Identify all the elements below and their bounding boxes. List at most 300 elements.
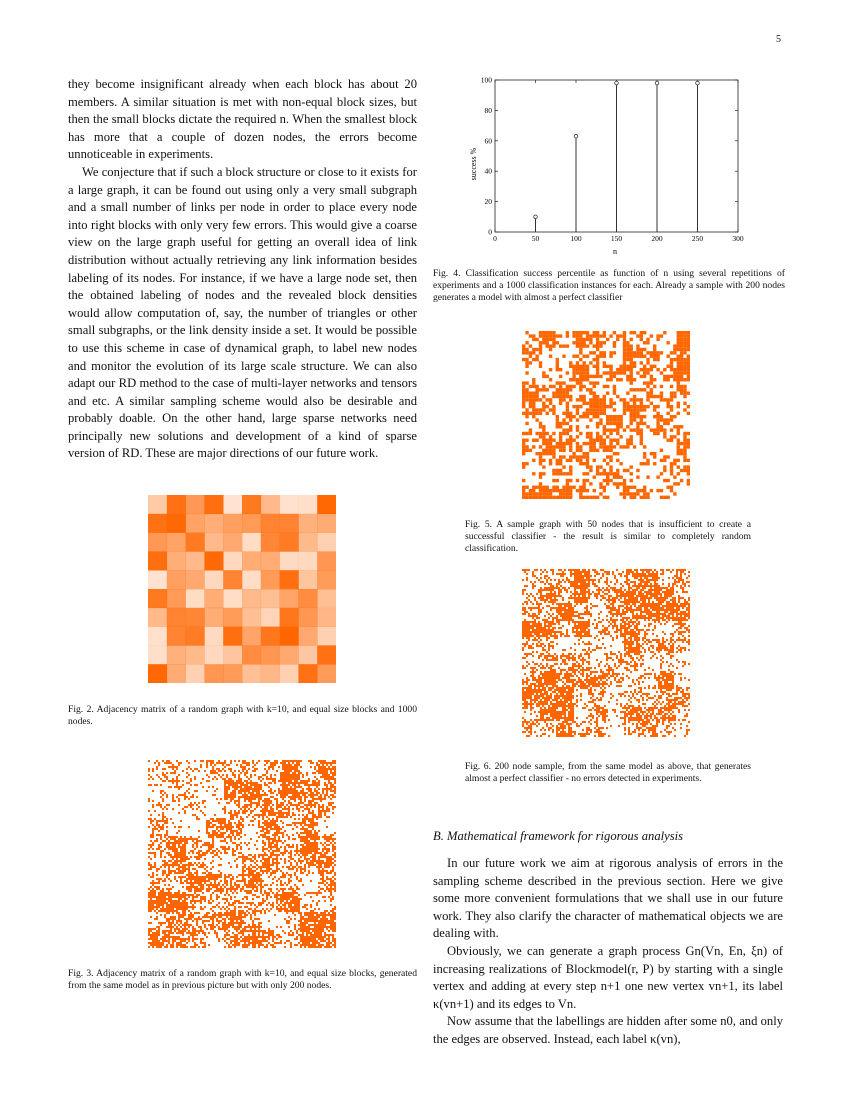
matrix-block (223, 608, 242, 627)
matrix-block (298, 645, 317, 664)
matrix-entry (326, 910, 328, 912)
matrix-entry (172, 858, 174, 860)
matrix-entry (238, 792, 240, 794)
matrix-entry (246, 816, 248, 818)
matrix-entry (198, 946, 200, 948)
matrix-entry (192, 852, 194, 854)
matrix-entry (258, 760, 260, 762)
matrix-entry (646, 371, 649, 374)
matrix-entry (176, 856, 178, 858)
matrix-entry (300, 836, 302, 838)
matrix-block (280, 645, 299, 664)
matrix-entry (222, 840, 224, 842)
matrix-entry (535, 398, 538, 401)
matrix-entry (234, 782, 236, 784)
matrix-entry (300, 798, 302, 800)
matrix-entry (314, 928, 316, 930)
matrix-entry (252, 792, 254, 794)
matrix-entry (290, 788, 292, 790)
matrix-entry (180, 838, 182, 840)
matrix-entry (176, 776, 178, 778)
matrix-entry (148, 906, 150, 908)
matrix-entry (240, 888, 242, 890)
matrix-entry (286, 812, 288, 814)
matrix-entry (312, 900, 314, 902)
matrix-entry (264, 774, 266, 776)
matrix-entry (208, 872, 210, 874)
matrix-entry (529, 402, 532, 405)
matrix-entry (312, 826, 314, 828)
matrix-entry (188, 894, 190, 896)
matrix-entry (218, 890, 220, 892)
matrix-entry (214, 882, 216, 884)
matrix-entry (270, 888, 272, 890)
matrix-entry (216, 762, 218, 764)
matrix-entry (308, 870, 310, 872)
matrix-entry (282, 826, 284, 828)
matrix-entry (298, 782, 300, 784)
matrix-entry (328, 944, 330, 946)
matrix-entry (242, 872, 244, 874)
matrix-entry (192, 796, 194, 798)
matrix-entry (280, 910, 282, 912)
matrix-entry (218, 940, 220, 942)
matrix-entry (216, 884, 218, 886)
matrix-entry (314, 838, 316, 840)
matrix-entry (270, 762, 272, 764)
matrix-entry (272, 804, 274, 806)
matrix-entry (302, 868, 304, 870)
matrix-entry (180, 932, 182, 934)
matrix-entry (156, 874, 158, 876)
matrix-entry (314, 822, 316, 824)
matrix-entry (224, 850, 226, 852)
matrix-entry (286, 898, 288, 900)
matrix-entry (160, 804, 162, 806)
matrix-entry (208, 874, 210, 876)
matrix-entry (220, 912, 222, 914)
matrix-entry (268, 838, 270, 840)
matrix-entry (272, 820, 274, 822)
matrix-entry (168, 908, 170, 910)
matrix-entry (190, 894, 192, 896)
matrix-entry (522, 402, 525, 405)
matrix-entry (623, 351, 626, 354)
matrix-entry (276, 802, 278, 804)
matrix-entry (288, 894, 290, 896)
matrix-entry (152, 904, 154, 906)
matrix-entry (298, 778, 300, 780)
matrix-entry (230, 918, 232, 920)
matrix-entry (294, 850, 296, 852)
matrix-entry (158, 904, 160, 906)
matrix-entry (218, 864, 220, 866)
matrix-entry (262, 850, 264, 852)
matrix-entry (276, 840, 278, 842)
matrix-block (148, 627, 167, 646)
matrix-entry (312, 860, 314, 862)
matrix-entry (248, 782, 250, 784)
matrix-entry (292, 762, 294, 764)
matrix-entry (646, 381, 649, 384)
matrix-entry (312, 834, 314, 836)
matrix-entry (298, 880, 300, 882)
matrix-entry (242, 854, 244, 856)
matrix-entry (258, 796, 260, 798)
matrix-entry (328, 912, 330, 914)
matrix-entry (176, 796, 178, 798)
matrix-entry (268, 862, 270, 864)
matrix-entry (150, 840, 152, 842)
matrix-entry (623, 331, 626, 334)
matrix-entry (549, 368, 552, 371)
matrix-entry (286, 792, 288, 794)
matrix-entry (276, 804, 278, 806)
matrix-entry (236, 938, 238, 940)
matrix-entry (254, 774, 256, 776)
matrix-entry (248, 882, 250, 884)
matrix-entry (168, 912, 170, 914)
matrix-entry (172, 870, 174, 872)
matrix-entry (276, 824, 278, 826)
matrix-entry (282, 896, 284, 898)
matrix-entry (258, 800, 260, 802)
matrix-entry (270, 822, 272, 824)
matrix-entry (304, 894, 306, 896)
matrix-entry (240, 906, 242, 908)
matrix-entry (304, 836, 306, 838)
matrix-entry (296, 904, 298, 906)
matrix-entry (282, 854, 284, 856)
matrix-entry (318, 862, 320, 864)
matrix-entry (164, 932, 166, 934)
matrix-entry (172, 886, 174, 888)
matrix-entry (298, 942, 300, 944)
matrix-entry (310, 846, 312, 848)
matrix-entry (314, 780, 316, 782)
matrix-entry (150, 846, 152, 848)
matrix-entry (206, 876, 208, 878)
matrix-entry (576, 378, 579, 381)
matrix-entry (188, 890, 190, 892)
matrix-entry (250, 930, 252, 932)
matrix-entry (332, 916, 334, 918)
matrix-block (242, 608, 261, 627)
matrix-entry (314, 924, 316, 926)
matrix-entry (200, 866, 202, 868)
matrix-entry (156, 828, 158, 830)
matrix-entry (569, 361, 572, 364)
matrix-entry (232, 922, 234, 924)
matrix-entry (156, 878, 158, 880)
matrix-entry (206, 780, 208, 782)
matrix-entry (248, 902, 250, 904)
matrix-entry (306, 824, 308, 826)
matrix-entry (180, 882, 182, 884)
matrix-entry (569, 398, 572, 401)
matrix-entry (282, 900, 284, 902)
matrix-entry (194, 886, 196, 888)
matrix-entry (290, 790, 292, 792)
matrix-entry (222, 928, 224, 930)
matrix-entry (210, 762, 212, 764)
matrix-entry (206, 828, 208, 830)
matrix-entry (264, 936, 266, 938)
matrix-entry (609, 402, 612, 405)
matrix-entry (188, 886, 190, 888)
matrix-entry (218, 830, 220, 832)
matrix-entry (152, 906, 154, 908)
matrix-block (317, 589, 336, 608)
matrix-entry (599, 408, 602, 411)
matrix-entry (290, 792, 292, 794)
matrix-entry (170, 854, 172, 856)
matrix-entry (268, 870, 270, 872)
matrix-entry (284, 852, 286, 854)
matrix-entry (579, 341, 582, 344)
matrix-entry (609, 378, 612, 381)
matrix-entry (324, 866, 326, 868)
matrix-entry (192, 840, 194, 842)
matrix-entry (272, 932, 274, 934)
matrix-entry (212, 900, 214, 902)
matrix-entry (306, 912, 308, 914)
matrix-entry (290, 856, 292, 858)
matrix-entry (206, 790, 208, 792)
matrix-entry (318, 858, 320, 860)
matrix-entry (216, 876, 218, 878)
matrix-entry (522, 351, 525, 354)
matrix-entry (330, 884, 332, 886)
matrix-entry (589, 391, 592, 394)
matrix-entry (216, 834, 218, 836)
matrix-entry (218, 822, 220, 824)
matrix-entry (260, 860, 262, 862)
matrix-entry (190, 880, 192, 882)
matrix-entry (148, 910, 150, 912)
matrix-block (167, 570, 186, 589)
matrix-entry (236, 812, 238, 814)
matrix-entry (168, 934, 170, 936)
matrix-entry (326, 886, 328, 888)
matrix-entry (158, 804, 160, 806)
matrix-entry (154, 864, 156, 866)
matrix-entry (172, 918, 174, 920)
matrix-entry (316, 762, 318, 764)
matrix-entry (296, 806, 298, 808)
matrix-entry (626, 358, 629, 361)
matrix-entry (312, 864, 314, 866)
matrix-entry (250, 886, 252, 888)
matrix-entry (304, 798, 306, 800)
matrix-entry (158, 868, 160, 870)
matrix-entry (670, 405, 673, 408)
matrix-entry (278, 890, 280, 892)
matrix-entry (294, 760, 296, 762)
matrix-entry (292, 900, 294, 902)
matrix-entry (206, 762, 208, 764)
matrix-entry (276, 834, 278, 836)
matrix-entry (310, 802, 312, 804)
matrix-entry (196, 922, 198, 924)
matrix-entry (312, 914, 314, 916)
matrix-entry (234, 792, 236, 794)
matrix-entry (308, 928, 310, 930)
matrix-entry (220, 852, 222, 854)
matrix-entry (326, 770, 328, 772)
matrix-entry (294, 822, 296, 824)
matrix-entry (230, 768, 232, 770)
matrix-entry (290, 946, 292, 948)
matrix-entry (322, 878, 324, 880)
matrix-entry (278, 790, 280, 792)
matrix-entry (266, 872, 268, 874)
matrix-entry (194, 760, 196, 762)
matrix-entry (174, 836, 176, 838)
matrix-entry (236, 942, 238, 944)
matrix-entry (306, 842, 308, 844)
matrix-entry (296, 786, 298, 788)
matrix-entry (244, 930, 246, 932)
matrix-entry (212, 926, 214, 928)
matrix-entry (200, 890, 202, 892)
matrix-entry (172, 912, 174, 914)
matrix-entry (633, 398, 636, 401)
matrix-entry (318, 764, 320, 766)
matrix-entry (160, 838, 162, 840)
matrix-entry (194, 932, 196, 934)
matrix-entry (328, 862, 330, 864)
matrix-entry (260, 940, 262, 942)
matrix-entry (160, 834, 162, 836)
matrix-entry (292, 906, 294, 908)
matrix-block (298, 608, 317, 627)
matrix-entry (334, 908, 336, 910)
matrix-entry (633, 395, 636, 398)
matrix-entry (284, 894, 286, 896)
matrix-entry (328, 940, 330, 942)
matrix-entry (260, 870, 262, 872)
matrix-entry (312, 946, 314, 948)
matrix-entry (653, 385, 656, 388)
matrix-entry (258, 880, 260, 882)
matrix-entry (603, 402, 606, 405)
matrix-entry (609, 368, 612, 371)
matrix-entry (222, 808, 224, 810)
matrix-entry (332, 912, 334, 914)
matrix-entry (552, 391, 555, 394)
matrix-entry (164, 762, 166, 764)
matrix-entry (182, 866, 184, 868)
matrix-entry (174, 848, 176, 850)
matrix-entry (330, 924, 332, 926)
matrix-entry (244, 810, 246, 812)
matrix-entry (310, 934, 312, 936)
matrix-entry (268, 888, 270, 890)
matrix-entry (330, 886, 332, 888)
matrix-entry (180, 902, 182, 904)
matrix-entry (212, 840, 214, 842)
matrix-entry (586, 412, 589, 415)
matrix-entry (282, 760, 284, 762)
matrix-entry (228, 824, 230, 826)
matrix-entry (278, 898, 280, 900)
matrix-entry (318, 928, 320, 930)
matrix-entry (240, 910, 242, 912)
matrix-entry (304, 942, 306, 944)
matrix-entry (666, 355, 669, 358)
matrix-entry (172, 896, 174, 898)
matrix-entry (190, 934, 192, 936)
matrix-block (204, 645, 223, 664)
matrix-entry (290, 780, 292, 782)
matrix-entry (619, 418, 622, 421)
matrix-entry (542, 428, 545, 431)
matrix-entry (288, 782, 290, 784)
matrix-entry (234, 936, 236, 938)
matrix-entry (276, 850, 278, 852)
matrix-entry (176, 832, 178, 834)
matrix-entry (228, 826, 230, 828)
matrix-entry (310, 864, 312, 866)
matrix-entry (280, 882, 282, 884)
matrix-entry (236, 864, 238, 866)
matrix-entry (529, 344, 532, 347)
matrix-entry (268, 876, 270, 878)
matrix-entry (226, 794, 228, 796)
matrix-entry (202, 878, 204, 880)
matrix-entry (168, 926, 170, 928)
matrix-entry (264, 854, 266, 856)
matrix-entry (296, 944, 298, 946)
matrix-entry (194, 814, 196, 816)
matrix-entry (623, 398, 626, 401)
matrix-entry (677, 341, 680, 344)
matrix-entry (278, 832, 280, 834)
matrix-entry (320, 936, 322, 938)
matrix-entry (248, 924, 250, 926)
matrix-entry (316, 798, 318, 800)
matrix-entry (282, 898, 284, 900)
matrix-entry (326, 790, 328, 792)
matrix-entry (176, 778, 178, 780)
matrix-entry (284, 876, 286, 878)
matrix-entry (296, 782, 298, 784)
matrix-entry (278, 934, 280, 936)
matrix-entry (270, 824, 272, 826)
matrix-entry (546, 334, 549, 337)
matrix-entry (232, 848, 234, 850)
matrix-entry (226, 830, 228, 832)
matrix-entry (294, 938, 296, 940)
matrix-entry (248, 842, 250, 844)
matrix-entry (232, 780, 234, 782)
matrix-entry (236, 936, 238, 938)
matrix-block (280, 664, 299, 683)
matrix-entry (162, 898, 164, 900)
matrix-entry (158, 900, 160, 902)
matrix-entry (306, 814, 308, 816)
matrix-entry (316, 782, 318, 784)
matrix-entry (150, 820, 152, 822)
chart-ylabel: success % (469, 147, 478, 181)
matrix-entry (254, 818, 256, 820)
matrix-entry (266, 760, 268, 762)
matrix-entry (238, 916, 240, 918)
matrix-entry (532, 358, 535, 361)
matrix-entry (626, 355, 629, 358)
matrix-entry (633, 418, 636, 421)
